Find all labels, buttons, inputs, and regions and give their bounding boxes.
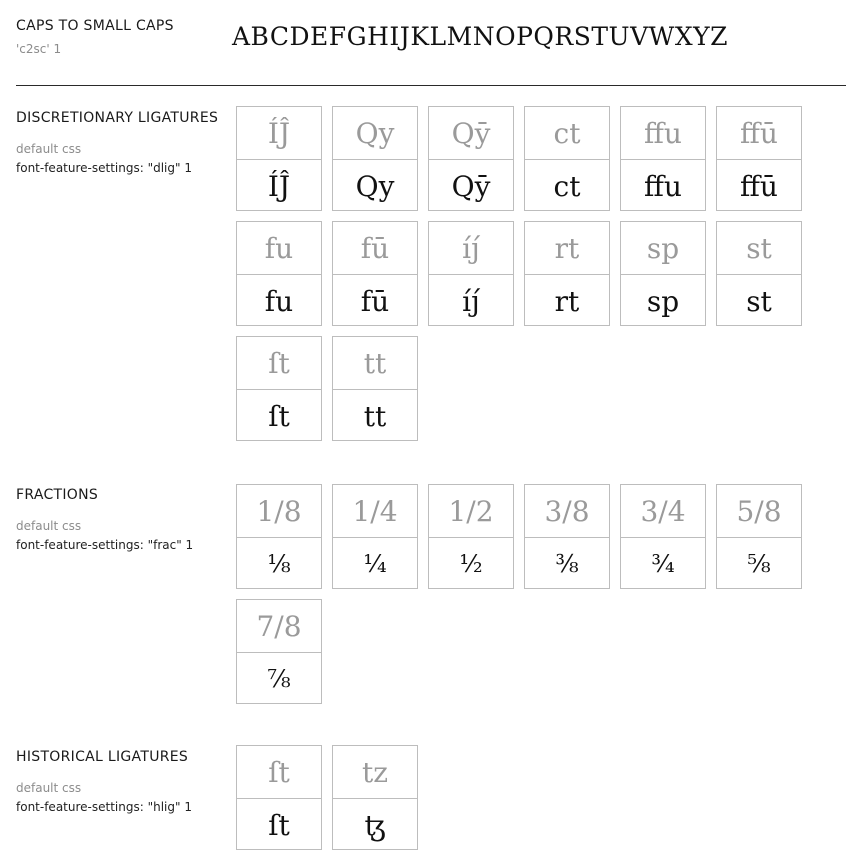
glyph-cell [236,336,322,441]
glyph-feature: ÍĴ [267,169,291,203]
glyph-default: 1/8 [237,485,321,538]
glyph-feature: ffū [740,169,778,203]
css-feature-settings: font-feature-settings: "dlig" 1 [16,161,192,175]
glyph-cell [236,599,322,704]
glyph-feature: ſt [268,808,290,842]
glyph-feature: ⅛ [267,550,291,578]
glyph-cell [332,484,418,589]
glyph-cell [236,221,322,326]
css-feature-settings: font-feature-settings: "hlig" 1 [16,800,192,814]
glyph-cell [524,106,610,211]
glyph-cell [236,106,322,211]
section-title: FRACTIONS [16,487,99,503]
glyph-cell [620,106,706,211]
small-caps-sample: ABCDEFGHIJKLMNOPQRSTUVWXYZ [232,22,729,51]
glyph-default: ffu [621,107,705,160]
glyph-feature: ct [553,169,581,203]
glyph-cell [332,745,418,850]
glyph-cell [716,484,802,589]
glyph-cell [428,484,514,589]
glyph-feature: ½ [459,550,483,578]
glyph-feature: ⅝ [747,550,771,578]
glyph-feature: Qy [355,169,395,203]
glyph-default: Qȳ [429,107,513,160]
glyph-default: ſt [237,337,321,390]
glyph-feature: íj́ [462,284,480,318]
glyph-cell [332,336,418,441]
glyph-feature: st [746,284,772,318]
glyph-default: ct [525,107,609,160]
glyph-default: rt [525,222,609,275]
glyph-cell [428,106,514,211]
glyph-default: ffū [717,107,801,160]
glyph-default: íj́ [429,222,513,275]
glyph-feature: ⅞ [267,665,291,693]
glyph-cell [332,221,418,326]
glyph-feature: sp [646,284,680,318]
glyph-default: ſt [237,746,321,799]
glyph-default: fū [333,222,417,275]
default-css-label: default css [16,519,82,533]
glyph-feature: fu [264,284,294,318]
glyph-default: tt [333,337,417,390]
glyph-cell [332,106,418,211]
glyph-default: 3/8 [525,485,609,538]
section-title: HISTORICAL LIGATURES [16,749,189,765]
glyph-default: st [717,222,801,275]
section-caps-to-small-caps [16,18,846,78]
glyph-cell [620,484,706,589]
glyph-default: 1/4 [333,485,417,538]
feature-code: 'c2sc' 1 [16,42,62,56]
section-historical-ligatures [16,749,846,814]
glyph-default: 3/4 [621,485,705,538]
glyph-feature: Qȳ [451,169,491,203]
glyph-cell [524,484,610,589]
glyph-default: ÍĴ [237,107,321,160]
glyph-default: 7/8 [237,600,321,653]
glyph-cell [716,221,802,326]
section-divider [16,85,846,86]
css-feature-settings: font-feature-settings: "frac" 1 [16,538,194,552]
glyph-feature: ꜩ [364,808,386,842]
glyph-default: fu [237,222,321,275]
glyph-default: 5/8 [717,485,801,538]
glyph-feature: ⅜ [555,550,579,578]
glyph-cell [236,745,322,850]
section-title: DISCRETIONARY LIGATURES [16,110,219,126]
glyph-default: sp [621,222,705,275]
default-css-label: default css [16,781,82,795]
glyph-feature: tt [363,399,387,433]
section-title: CAPS TO SMALL CAPS [16,18,174,34]
glyph-feature: fū [360,284,390,318]
glyph-cell [428,221,514,326]
glyph-feature: ¾ [651,550,675,578]
glyph-cell [620,221,706,326]
glyph-cell [236,484,322,589]
glyph-default: 1/2 [429,485,513,538]
glyph-feature: rt [554,284,580,318]
glyph-feature: ¼ [363,550,387,578]
glyph-cell [524,221,610,326]
glyph-cell [716,106,802,211]
glyph-feature: ſt [268,399,290,433]
glyph-feature: ffu [644,169,682,203]
glyph-default: Qy [333,107,417,160]
glyph-default: tz [333,746,417,799]
default-css-label: default css [16,142,82,156]
